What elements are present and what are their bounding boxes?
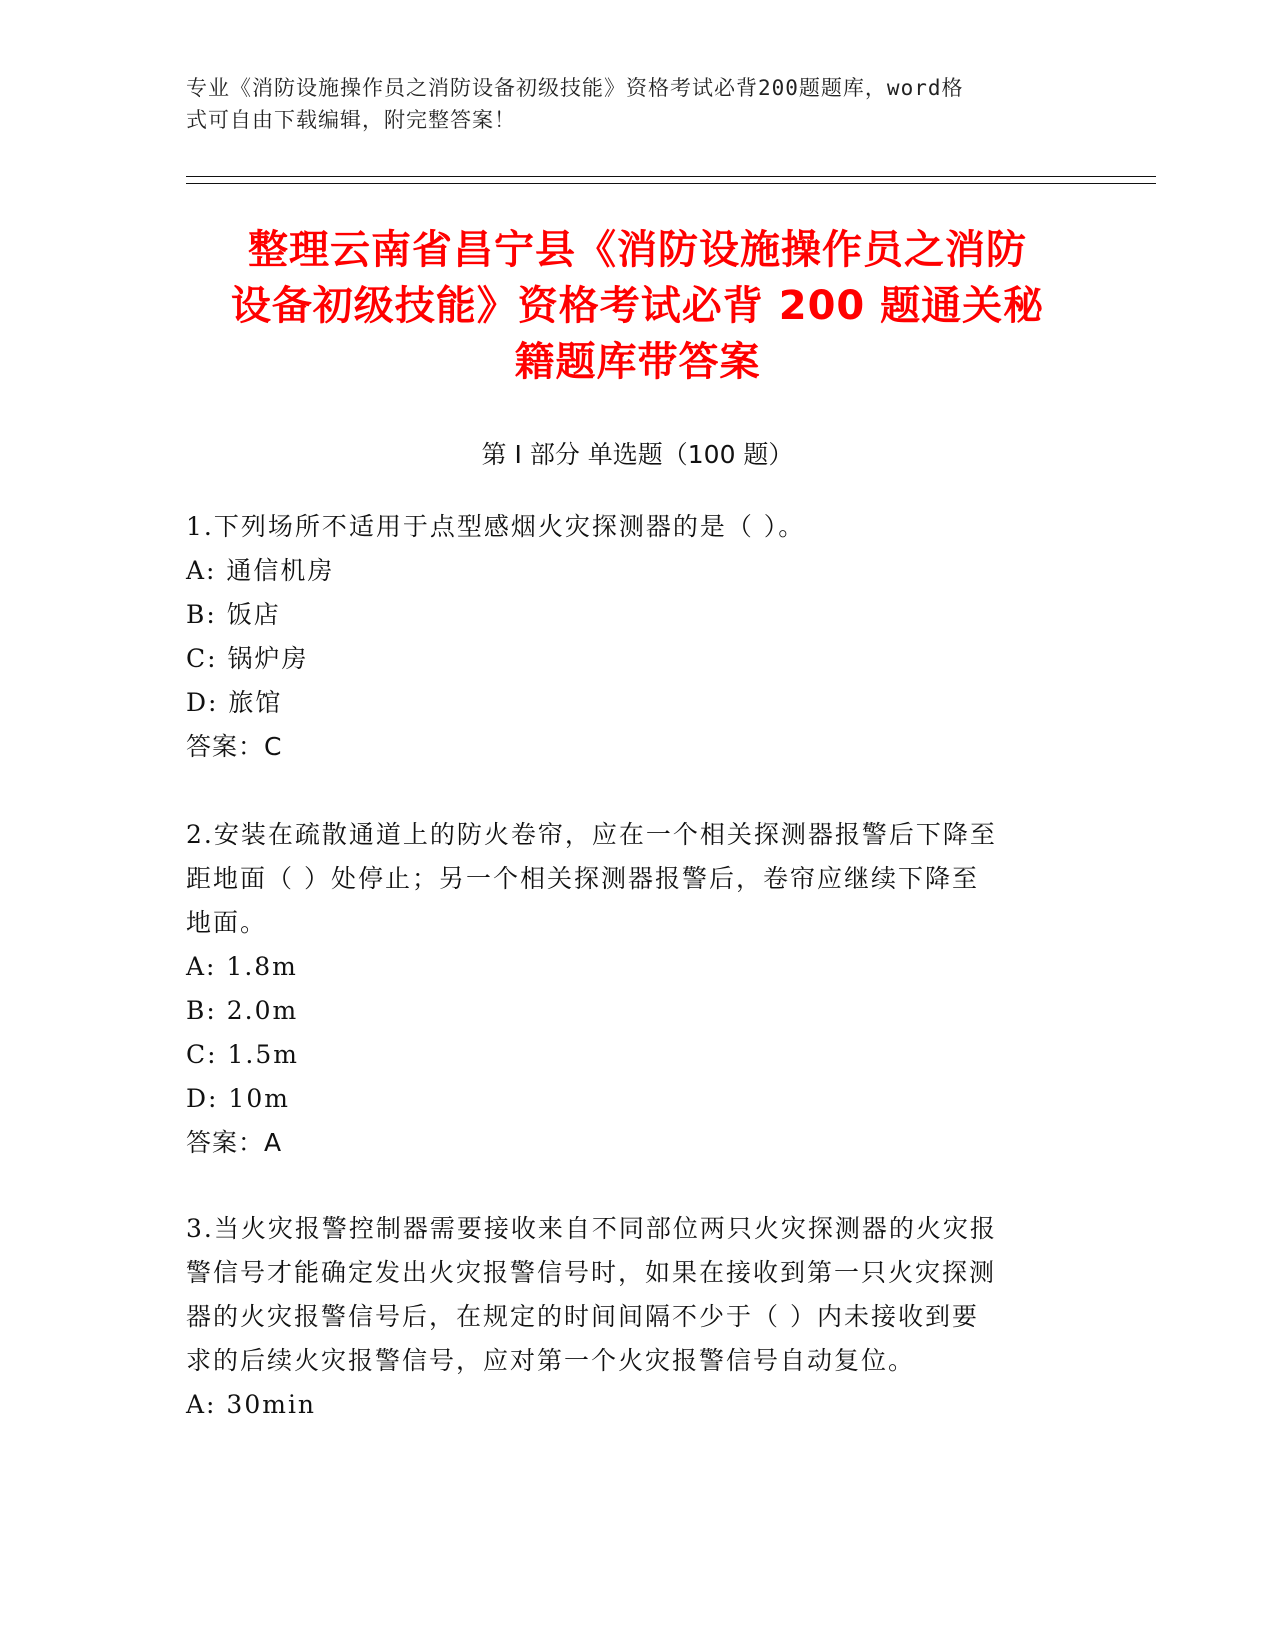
header-note-line: 式可自由下载编辑，附完整答案！: [186, 108, 516, 132]
question-1-option-a: A: 通信机房: [186, 556, 335, 585]
document-title-line: 籍题库带答案: [514, 339, 761, 385]
question-2-option-b: B: 2.0m: [186, 996, 299, 1025]
header-note-line: 专业《消防设施操作员之消防设备初级技能》资格考试必背200题题库，word格: [186, 76, 964, 100]
question-3-stem-line: 3.当火灾报警控制器需要接收来自不同部位两只火灾探测器的火灾报: [186, 1214, 997, 1243]
question-2-answer: 答案：A: [186, 1128, 283, 1157]
header-divider-top: [186, 176, 1156, 177]
section-title: 第 I 部分 单选题（100 题）: [481, 440, 794, 469]
question-3-stem-line: 求的后续火灾报警信号，应对第一个火灾报警信号自动复位。: [186, 1346, 916, 1375]
question-1-option-d: D: 旅馆: [186, 688, 283, 717]
document-title-line: 整理云南省昌宁县《消防设施操作员之消防: [248, 227, 1027, 273]
question-2-stem-line: 地面。: [186, 908, 268, 937]
question-1-option-c: C: 锅炉房: [186, 644, 309, 673]
document-title: [160, 222, 1115, 390]
question-1-answer: 答案：C: [186, 732, 283, 761]
question-2-stem-line: 2.安装在疏散通道上的防火卷帘，应在一个相关探测器报警后下降至: [186, 820, 997, 849]
question-1-option-b: B: 饭店: [186, 600, 281, 629]
question-2-stem-line: 距地面（ ）处停止；另一个相关探测器报警后，卷帘应继续下降至: [186, 864, 979, 893]
document-title-line: 设备初级技能》资格考试必背 200 题通关秘: [230, 283, 1045, 329]
question-3-stem-line: 警信号才能确定发出火灾报警信号时，如果在接收到第一只火灾探测: [186, 1258, 997, 1287]
header-note: [186, 72, 1066, 136]
question-1-stem: 1.下列场所不适用于点型感烟火灾探测器的是（ ）。: [186, 512, 806, 541]
question-2-option-d: D: 10m: [186, 1084, 290, 1113]
question-2-option-c: C: 1.5m: [186, 1040, 299, 1069]
question-3-stem-line: 器的火灾报警信号后，在规定的时间间隔不少于（ ）内未接收到要: [186, 1302, 979, 1331]
question-2-option-a: A: 1.8m: [186, 952, 298, 981]
question-3-option-a: A: 30min: [186, 1390, 317, 1419]
header-divider-bottom: [186, 183, 1156, 184]
